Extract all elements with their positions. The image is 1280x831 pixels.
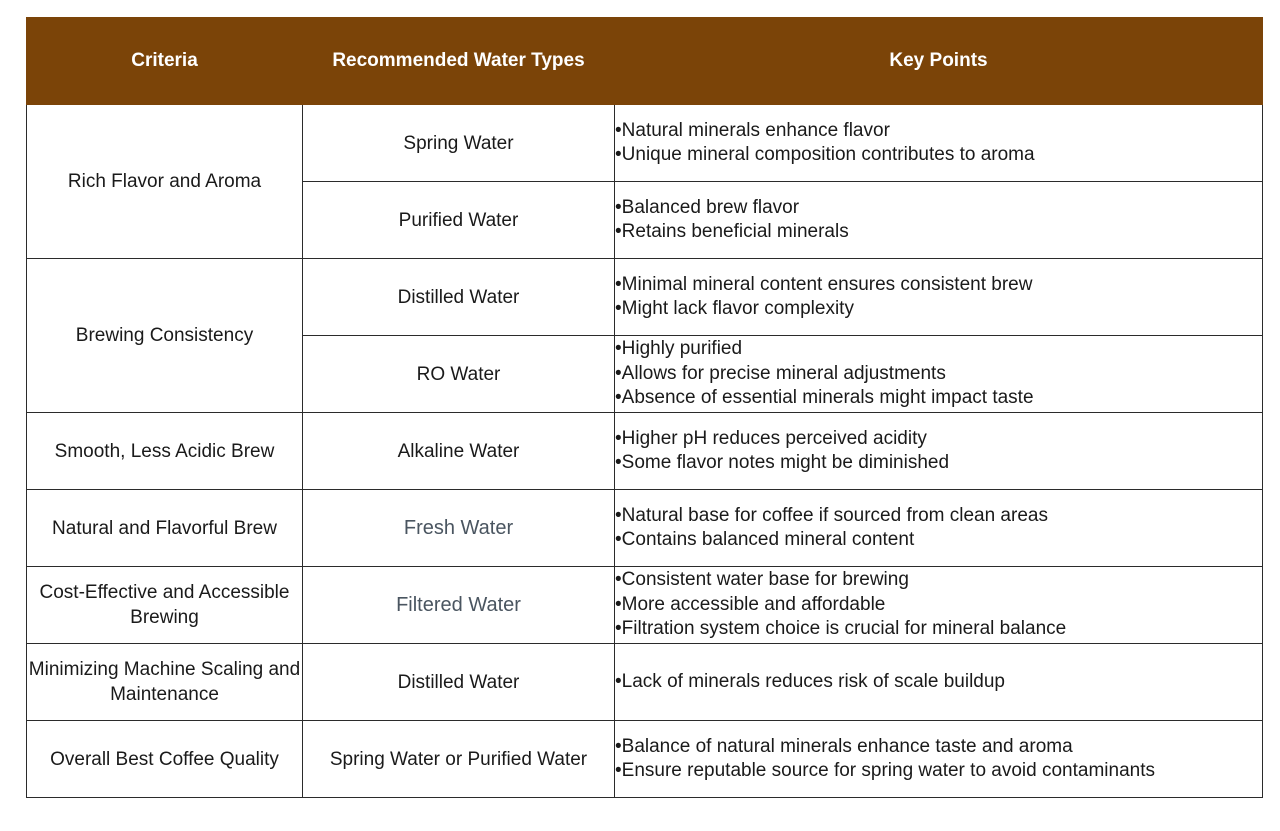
- key-points-cell: [615, 259, 1263, 336]
- key-points-cell: [615, 721, 1263, 798]
- key-points-cell: [615, 567, 1263, 644]
- table-row: [27, 567, 1263, 644]
- header-row: [27, 18, 1263, 105]
- criteria-cell: Smooth, Less Acidic Brew: [27, 413, 303, 490]
- key-point: •Contains balanced mineral content: [615, 529, 915, 550]
- table-row: [27, 105, 1263, 182]
- table-row: [27, 721, 1263, 798]
- key-point: •Natural base for coffee if sourced from clean areas: [615, 504, 1048, 526]
- key-point: •Might lack flavor complexity: [615, 298, 854, 319]
- water-type-cell: Alkaline Water: [303, 413, 615, 490]
- key-point: •Some flavor notes might be diminished: [615, 452, 950, 473]
- key-point: •Minimal mineral content ensures consistent brew: [615, 273, 1033, 295]
- key-points-cell: [615, 182, 1263, 259]
- criteria-cell: Overall Best Coffee Quality: [27, 721, 303, 798]
- header-water-types: Recommended Water Types: [303, 18, 615, 105]
- table-body: [27, 105, 1263, 798]
- header-criteria: Criteria: [27, 18, 303, 105]
- criteria-cell: Minimizing Machine Scaling and Maintenance: [27, 644, 303, 721]
- key-point: •Filtration system choice is crucial for mineral balance: [615, 618, 1067, 640]
- water-type-cell: Fresh Water: [303, 490, 615, 567]
- water-type-cell: Spring Water: [303, 105, 615, 182]
- key-point: •Natural minerals enhance flavor: [615, 119, 890, 141]
- table-row: [27, 490, 1263, 567]
- header-key-points: Key Points: [615, 18, 1263, 105]
- criteria-cell: Brewing Consistency: [27, 259, 303, 413]
- water-comparison-table: [26, 17, 1263, 798]
- key-points-cell: [615, 336, 1263, 413]
- table-header: [27, 18, 1263, 105]
- table-row: [27, 259, 1263, 336]
- table-row: [27, 644, 1263, 721]
- key-point: •Higher pH reduces perceived acidity: [615, 427, 927, 449]
- water-type-cell: Distilled Water: [303, 259, 615, 336]
- key-points-cell: [615, 644, 1263, 721]
- water-type-cell: Filtered Water: [303, 567, 615, 644]
- water-type-cell: Purified Water: [303, 182, 615, 259]
- key-point: •Ensure reputable source for spring water to avoid contaminants: [615, 760, 1155, 781]
- key-point: •Absence of essential minerals might impact taste: [615, 387, 1034, 409]
- key-point: •Lack of minerals reduces risk of scale buildup: [615, 670, 1006, 692]
- key-point: •Balance of natural minerals enhance taste and aroma: [615, 735, 1073, 757]
- key-points-cell: [615, 413, 1263, 490]
- key-point: •Unique mineral composition contributes to aroma: [615, 144, 1035, 165]
- key-point: •Highly purified: [615, 338, 743, 360]
- key-point: •Balanced brew flavor: [615, 196, 800, 218]
- key-point: •Retains beneficial minerals: [615, 221, 849, 242]
- criteria-cell: Natural and Flavorful Brew: [27, 490, 303, 567]
- key-point: •More accessible and affordable: [615, 593, 886, 615]
- key-point: •Allows for precise mineral adjustments: [615, 362, 946, 384]
- water-type-cell: Distilled Water: [303, 644, 615, 721]
- criteria-cell: Cost-Effective and Accessible Brewing: [27, 567, 303, 644]
- criteria-cell: Rich Flavor and Aroma: [27, 105, 303, 259]
- key-point: •Consistent water base for brewing: [615, 569, 909, 591]
- key-points-cell: [615, 490, 1263, 567]
- water-type-cell: Spring Water or Purified Water: [303, 721, 615, 798]
- key-points-cell: [615, 105, 1263, 182]
- water-type-cell: RO Water: [303, 336, 615, 413]
- table-row: [27, 413, 1263, 490]
